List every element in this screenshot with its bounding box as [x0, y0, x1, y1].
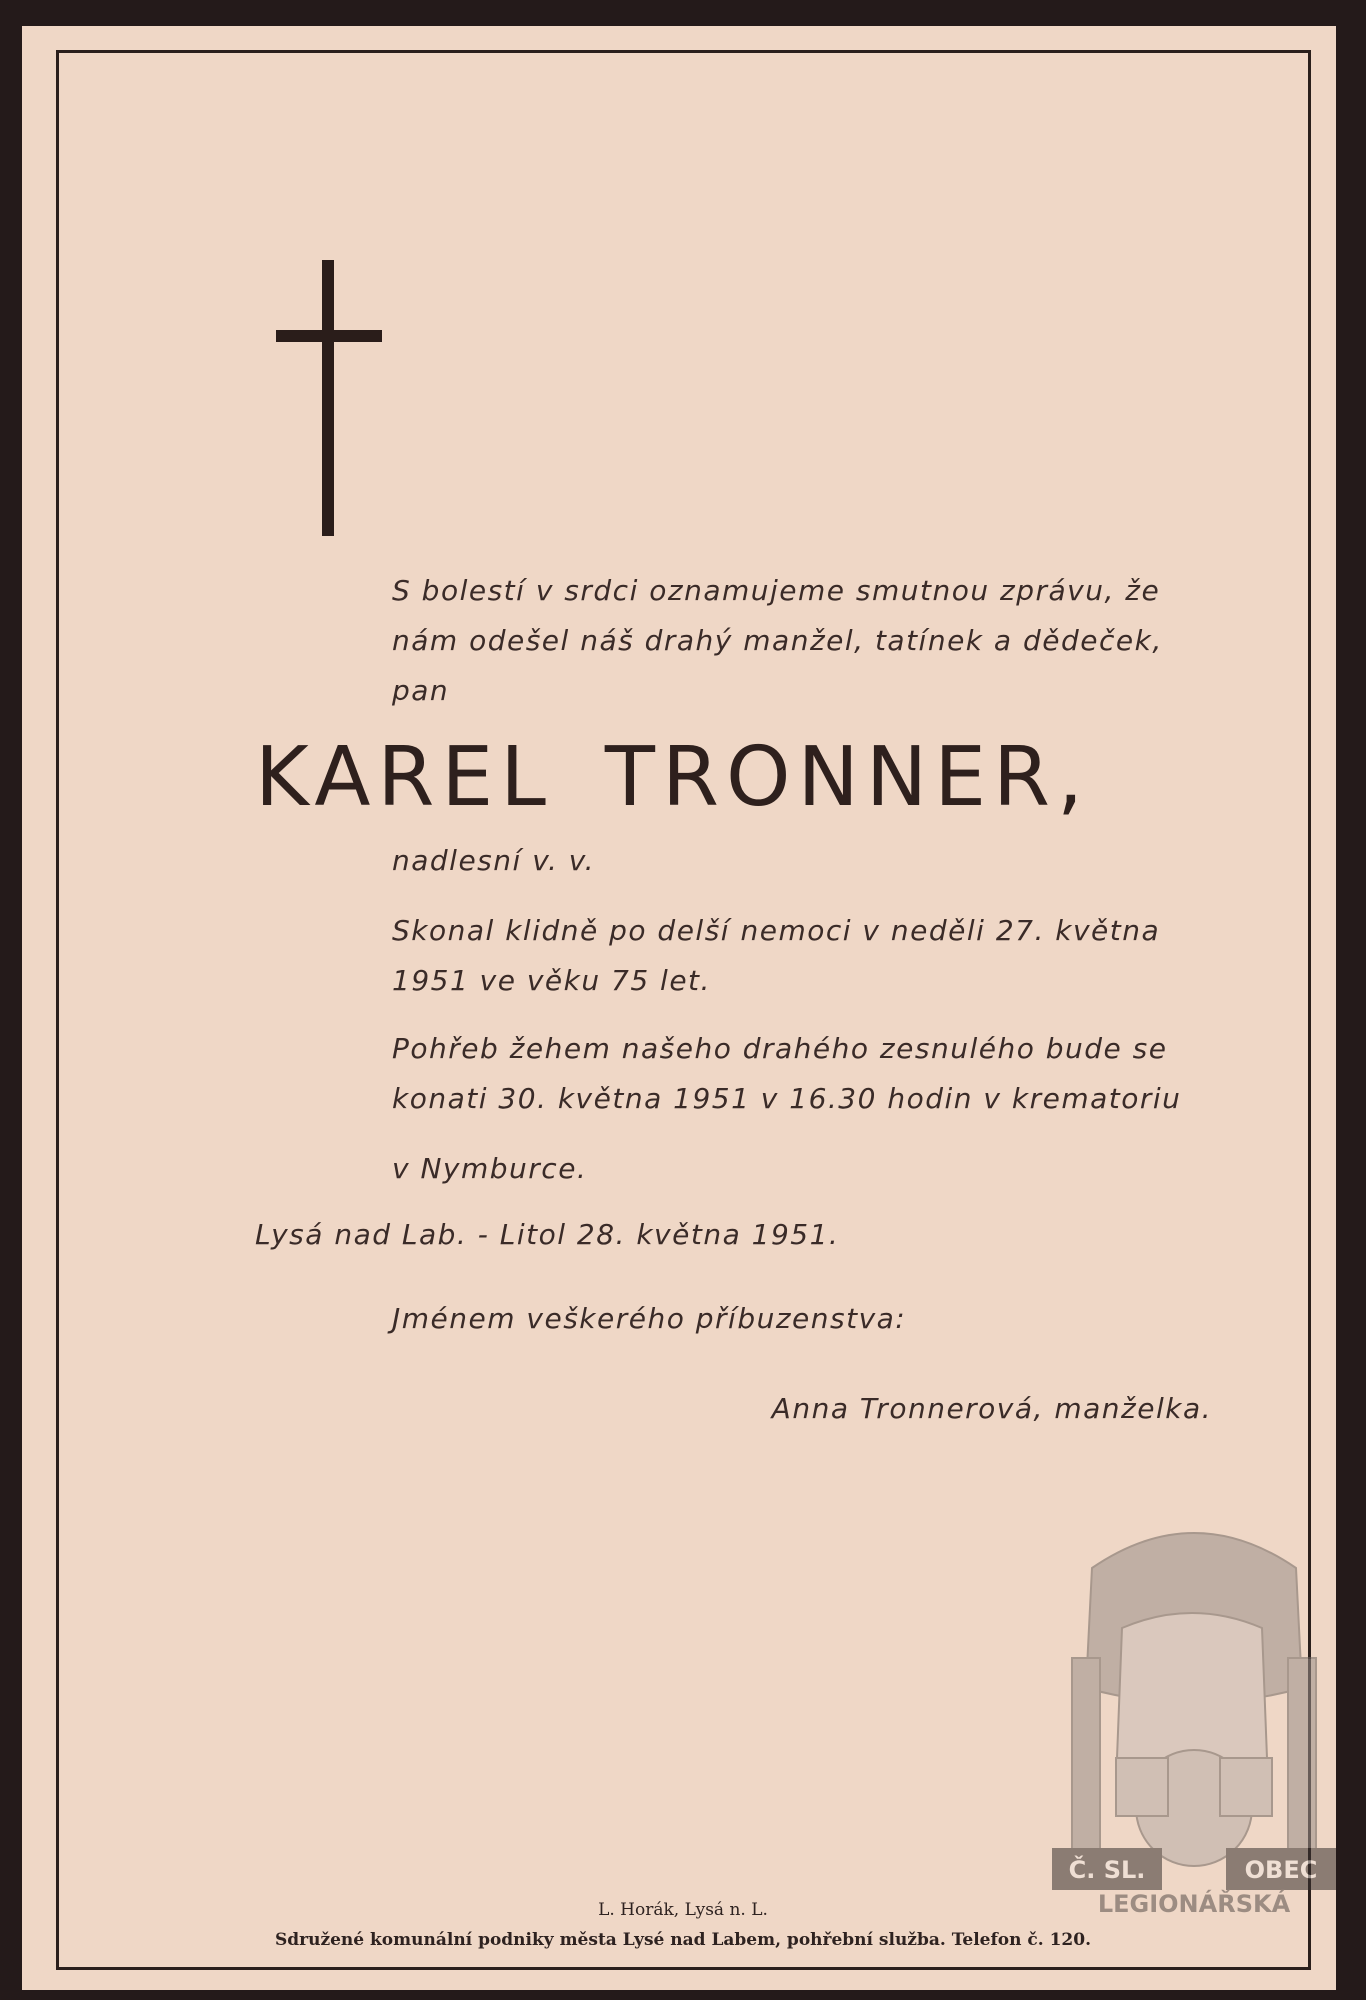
stamp-text-right: OBEC	[1244, 1856, 1318, 1884]
death-paragraph	[392, 906, 1214, 1006]
intro-line-3: pan	[392, 674, 450, 707]
intro-line-1: S bolestí v srdci oznamujeme smutnou zprávu, že	[392, 574, 1161, 607]
cross-icon	[276, 260, 382, 536]
funeral-line-3: v Nymburce.	[392, 1152, 588, 1185]
intro-paragraph	[392, 566, 1214, 716]
deceased-title: nadlesní v. v.	[392, 844, 595, 877]
funeral-line-1: Pohřeb žehem našeho drahého zesnulého bude se	[392, 1032, 1168, 1065]
printer-credit: L. Horák, Lysá n. L.	[598, 1900, 768, 1920]
shield-right	[1220, 1758, 1272, 1816]
place-date: Lysá nad Lab. - Litol 28. května 1951.	[255, 1218, 840, 1251]
deceased-first-name: KAREL	[255, 730, 553, 825]
signature: Anna Tronnerová, manželka.	[771, 1392, 1212, 1425]
intro-line-2: nám odešel náš drahý manžel, tatínek a dědeček,	[392, 624, 1163, 657]
funeral-paragraph	[392, 1024, 1214, 1194]
funeral-line-2: konati 30. května 1951 v 16.30 hodin v krematoriu	[392, 1082, 1182, 1115]
stamp-text-bottom: LEGIONÁŘSKÁ	[1097, 1890, 1291, 1918]
death-line-1: Skonal klidně po delší nemoci v neděli 27. května	[392, 914, 1161, 947]
shield-left	[1116, 1758, 1168, 1816]
stamp-text-left: Č. SL.	[1068, 1856, 1146, 1884]
deceased-last-name: TRONNER,	[604, 730, 1091, 825]
deceased-name	[255, 730, 1090, 825]
legion-stamp-watermark	[1052, 1508, 1336, 1920]
death-line-2: 1951 ve věku 75 let.	[392, 964, 711, 997]
on-behalf-line: Jménem veškerého příbuzenstva:	[392, 1302, 907, 1335]
funeral-service-credit: Sdružené komunální podniky města Lysé nad Labem, pohřební služba. Telefon č. 120.	[274, 1930, 1092, 1950]
